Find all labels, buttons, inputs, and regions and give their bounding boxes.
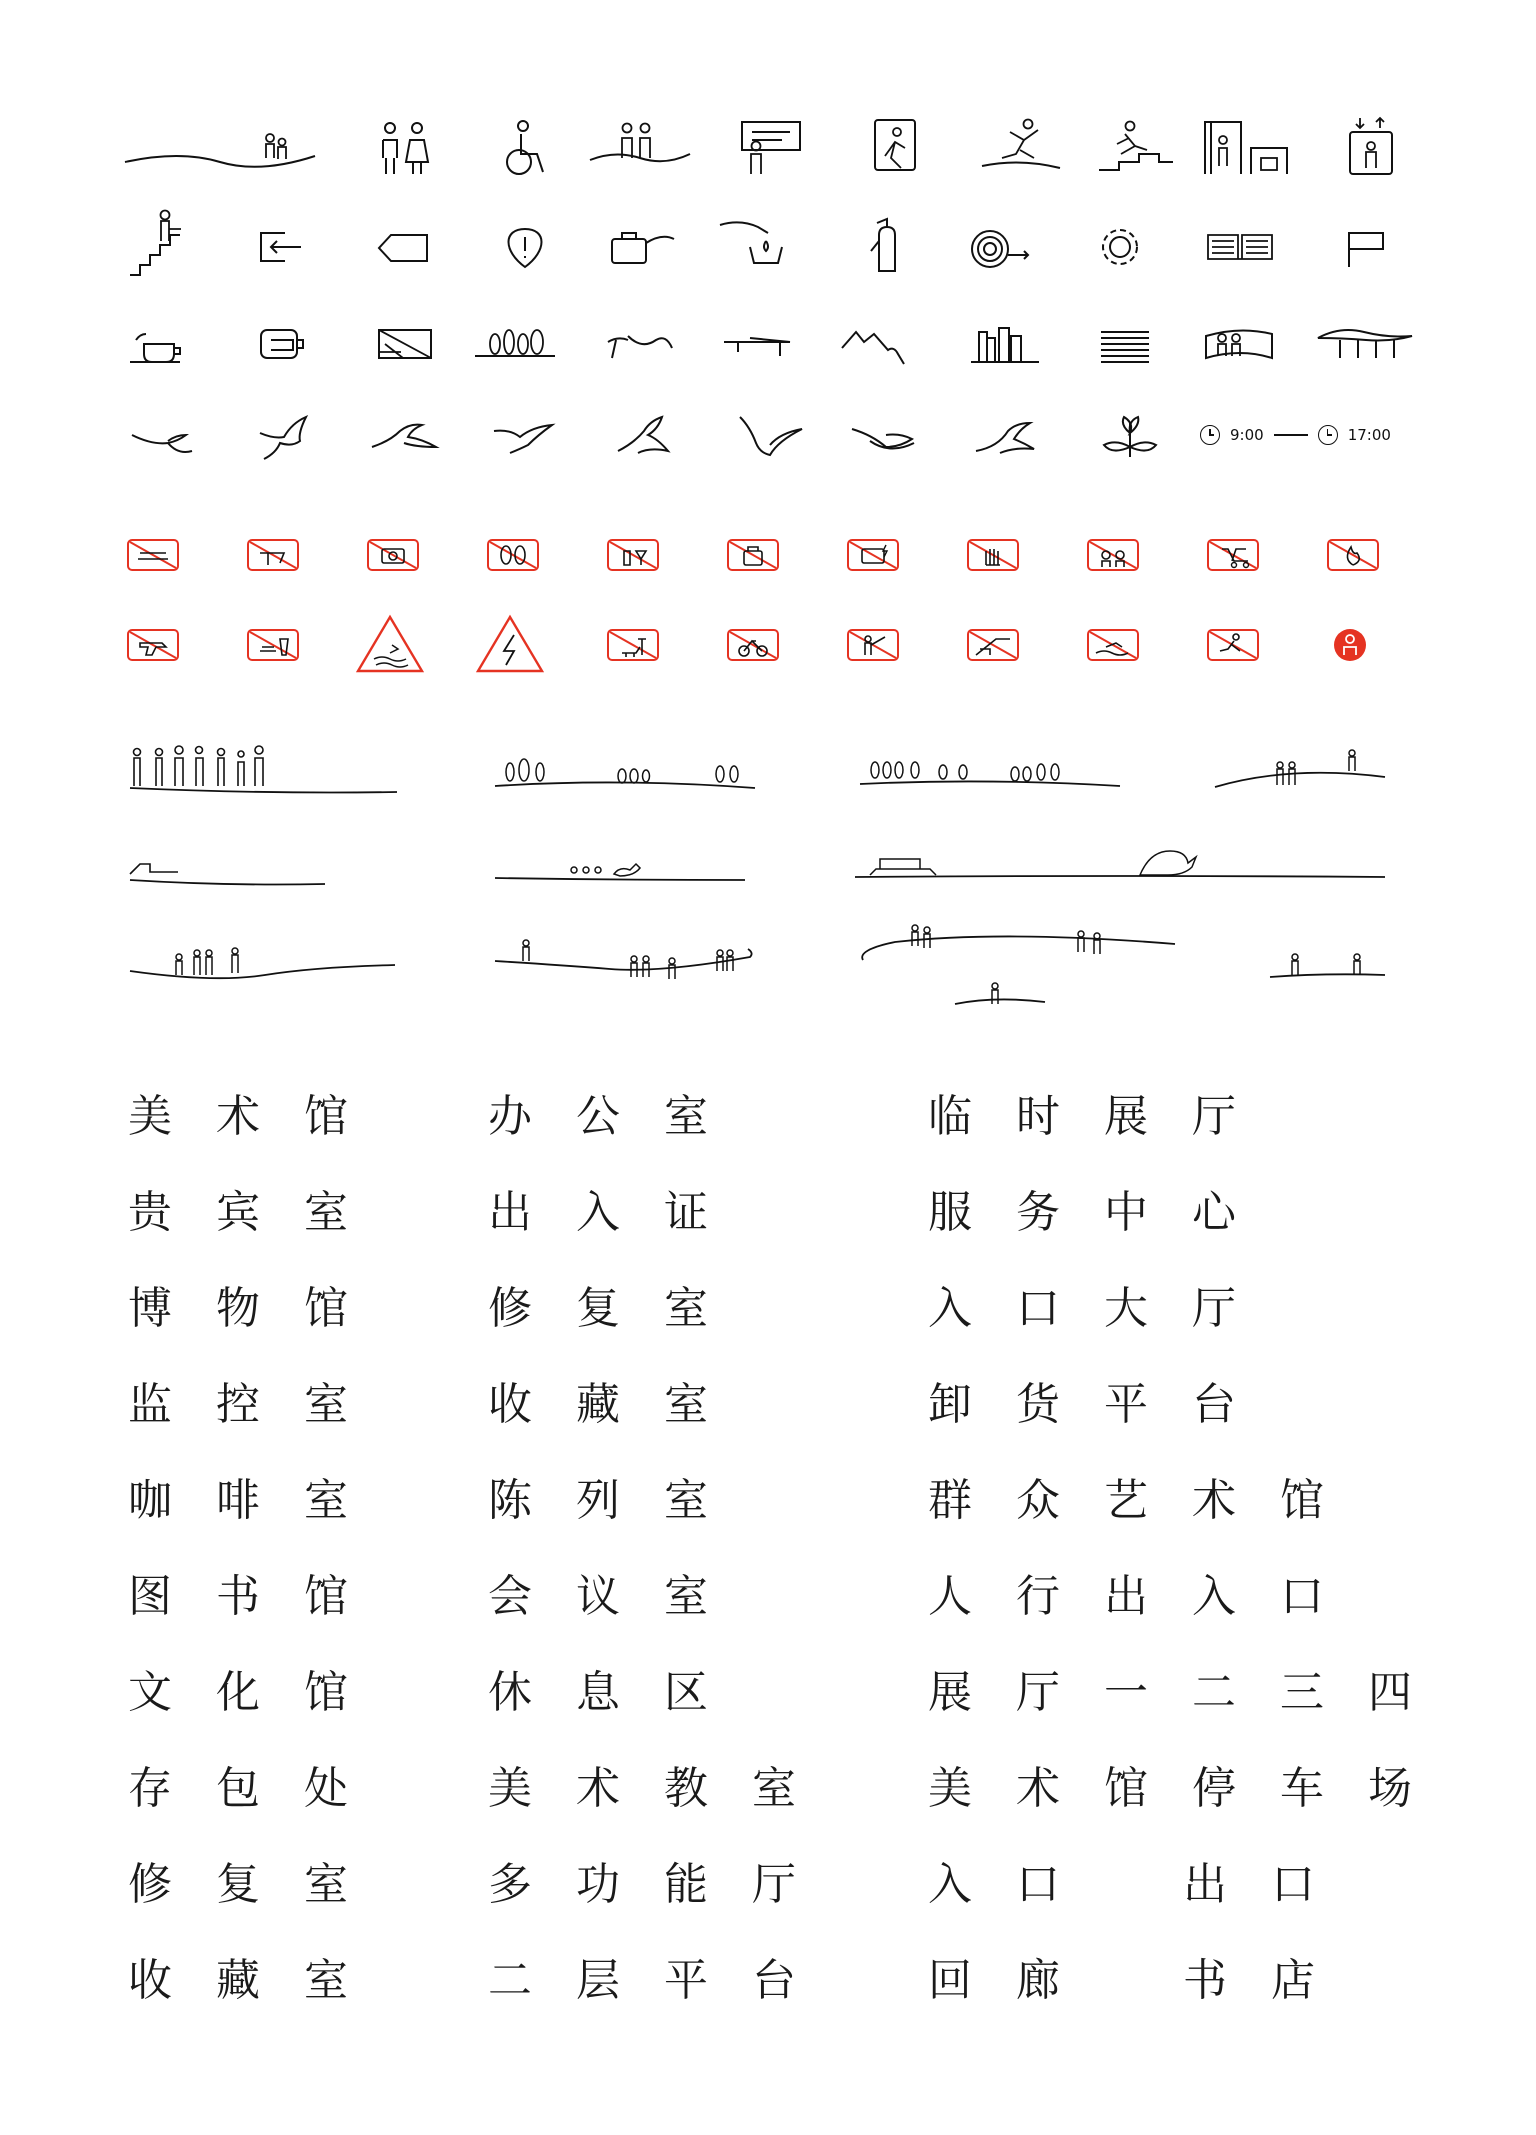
- icon-row-1: [120, 110, 1420, 190]
- sign-label: 收藏室: [488, 1379, 752, 1430]
- no-fishing-icon: [820, 605, 920, 685]
- bird-2-icon: [240, 395, 340, 475]
- no-swimming-icon: [1060, 605, 1160, 685]
- bird-6-icon: [720, 395, 820, 475]
- sign-label: 收藏室: [128, 1955, 392, 2006]
- sign-label: 展厅一二三四: [928, 1667, 1456, 1718]
- closing-time: 17:00: [1347, 426, 1391, 444]
- riverbank-icon: [590, 300, 690, 380]
- sign-label: 书店: [1183, 1955, 1359, 2006]
- tree-line-scene-2: [855, 750, 1125, 795]
- no-touching-icon: [940, 515, 1040, 595]
- warning-electric-icon: [460, 605, 560, 685]
- clock-icon: [1200, 425, 1220, 445]
- caution-slippery-icon: [970, 110, 1070, 190]
- security-check-icon: [1195, 110, 1300, 190]
- sign-label: 咖啡室: [128, 1475, 392, 1526]
- no-jumping-icon: [1180, 605, 1280, 685]
- icon-row-4: [120, 395, 1420, 475]
- sign-label: 二层平台: [488, 1955, 840, 2006]
- bird-8-icon: [960, 395, 1060, 475]
- stairs-falling-icon: [1085, 110, 1185, 190]
- family-park-icon: [1190, 300, 1290, 380]
- drinking-water-icon: [710, 205, 810, 285]
- no-guns-icon: [220, 515, 320, 595]
- boat-scene: [125, 850, 330, 890]
- icon-row-3: [120, 300, 1420, 380]
- sign-label: 人行出入口: [928, 1571, 1368, 1622]
- wave-people-scene: [490, 925, 760, 990]
- parking-icon: [1315, 205, 1415, 285]
- sign-label: 入口大厅: [928, 1283, 1280, 1334]
- pair-sitting-scene: [1265, 945, 1390, 985]
- cafe-mug-icon: [235, 300, 335, 380]
- sign-label: 办公室: [488, 1091, 752, 1142]
- people-on-bench-icon: [585, 110, 695, 190]
- layered-stack-icon: [1075, 300, 1175, 380]
- no-flash-photo-icon: [820, 515, 920, 595]
- queue-people-scene: [125, 740, 405, 800]
- mountains-icon: [830, 300, 930, 380]
- exit-left-icon: [235, 205, 335, 285]
- no-strollers-icon: [1180, 515, 1280, 595]
- sign-label: 博物馆: [128, 1283, 392, 1334]
- cafe-cup-icon: [120, 300, 220, 380]
- icon-row-6: [120, 605, 1420, 685]
- sign-label: 出入证: [488, 1187, 752, 1238]
- no-camera-icon: [340, 515, 440, 595]
- bird-7-icon: [840, 395, 940, 475]
- sign-label: 休息区: [488, 1667, 752, 1718]
- garden-path-scene: [855, 920, 1185, 1015]
- sign-label: 出口: [1183, 1859, 1359, 1910]
- fire-extinguisher-icon: [835, 205, 935, 285]
- bird-5-icon: [600, 395, 700, 475]
- no-pets-icon: [580, 605, 680, 685]
- wheelchair-icon: [475, 110, 575, 190]
- arrow-left-icon: [355, 205, 455, 285]
- information-board-icon: [720, 110, 820, 190]
- sign-label: 入口: [928, 1859, 1104, 1910]
- sign-label: 回廊: [928, 1955, 1104, 2006]
- sign-label: 多功能厅: [488, 1859, 840, 1910]
- sign-label: 存包处: [128, 1763, 392, 1814]
- tree-line-scene-1: [490, 750, 760, 795]
- sign-label: 美术馆停车场: [928, 1763, 1456, 1814]
- fire-hose-icon: [950, 205, 1050, 285]
- no-bags-icon: [700, 515, 800, 595]
- no-climbing-icon: [940, 605, 1040, 685]
- clock-icon: [1318, 425, 1338, 445]
- opening-hours: [1200, 425, 1391, 445]
- no-food-icon: [220, 605, 320, 685]
- warning-wave-icon: [340, 605, 440, 685]
- sign-label: 临时展厅: [928, 1091, 1280, 1142]
- sign-label: 卸货平台: [928, 1379, 1280, 1430]
- duck-family-scene: [490, 850, 750, 885]
- emergency-exit-icon: [845, 110, 945, 190]
- sign-label: 美术教室: [488, 1763, 840, 1814]
- hours-dash: [1274, 434, 1308, 436]
- sign-label: 监控室: [128, 1379, 392, 1430]
- sign-label: 贵宾室: [128, 1187, 392, 1238]
- bench-group-scene: [125, 935, 400, 985]
- no-drinks-icon: [580, 515, 680, 595]
- sign-label: 修复室: [488, 1283, 752, 1334]
- elevator-icon: [1320, 110, 1420, 190]
- icon-row-2: [120, 205, 1420, 285]
- no-bicycle-icon: [700, 605, 800, 685]
- no-fire-icon: [1300, 515, 1400, 595]
- no-pistol-icon: [100, 605, 200, 685]
- settings-gear-icon: [1070, 205, 1170, 285]
- reading-book-icon: [1190, 205, 1290, 285]
- luggage-icon: [590, 205, 690, 285]
- ferry-scene: [850, 845, 1390, 885]
- sign-label: 文化馆: [128, 1667, 392, 1718]
- restroom-icon: [355, 110, 455, 190]
- bridge-icon: [710, 300, 810, 380]
- icon-row-5: [120, 515, 1420, 595]
- sign-label: 修复室: [128, 1859, 392, 1910]
- bird-1-icon: [120, 395, 220, 475]
- pavilion-icon: [1310, 300, 1420, 380]
- sign-label: 美术馆: [128, 1091, 392, 1142]
- no-bench-icon: [100, 515, 200, 595]
- sign-label: 群众艺术馆: [928, 1475, 1368, 1526]
- hill-sitters-scene: [1210, 745, 1390, 795]
- no-group-noise-icon: [1060, 515, 1160, 595]
- trees-icon: [465, 300, 575, 380]
- horizon-people-icon: [120, 110, 320, 190]
- bookshelf-icon: [955, 300, 1055, 380]
- opening-time: 9:00: [1230, 426, 1264, 444]
- bird-4-icon: [480, 395, 580, 475]
- info-pin-icon: [475, 205, 575, 285]
- sign-label: 服务中心: [928, 1187, 1280, 1238]
- exhibit-frame-icon: [355, 300, 455, 380]
- no-slippers-icon: [460, 515, 560, 595]
- plant-sprout-icon: [1080, 395, 1180, 475]
- sign-label: 图书馆: [128, 1571, 392, 1622]
- sign-label: 陈列室: [488, 1475, 752, 1526]
- assistance-person-icon: [1300, 605, 1400, 685]
- sign-label: 会议室: [488, 1571, 752, 1622]
- stairs-up-icon: [120, 205, 220, 285]
- bird-3-icon: [360, 395, 460, 475]
